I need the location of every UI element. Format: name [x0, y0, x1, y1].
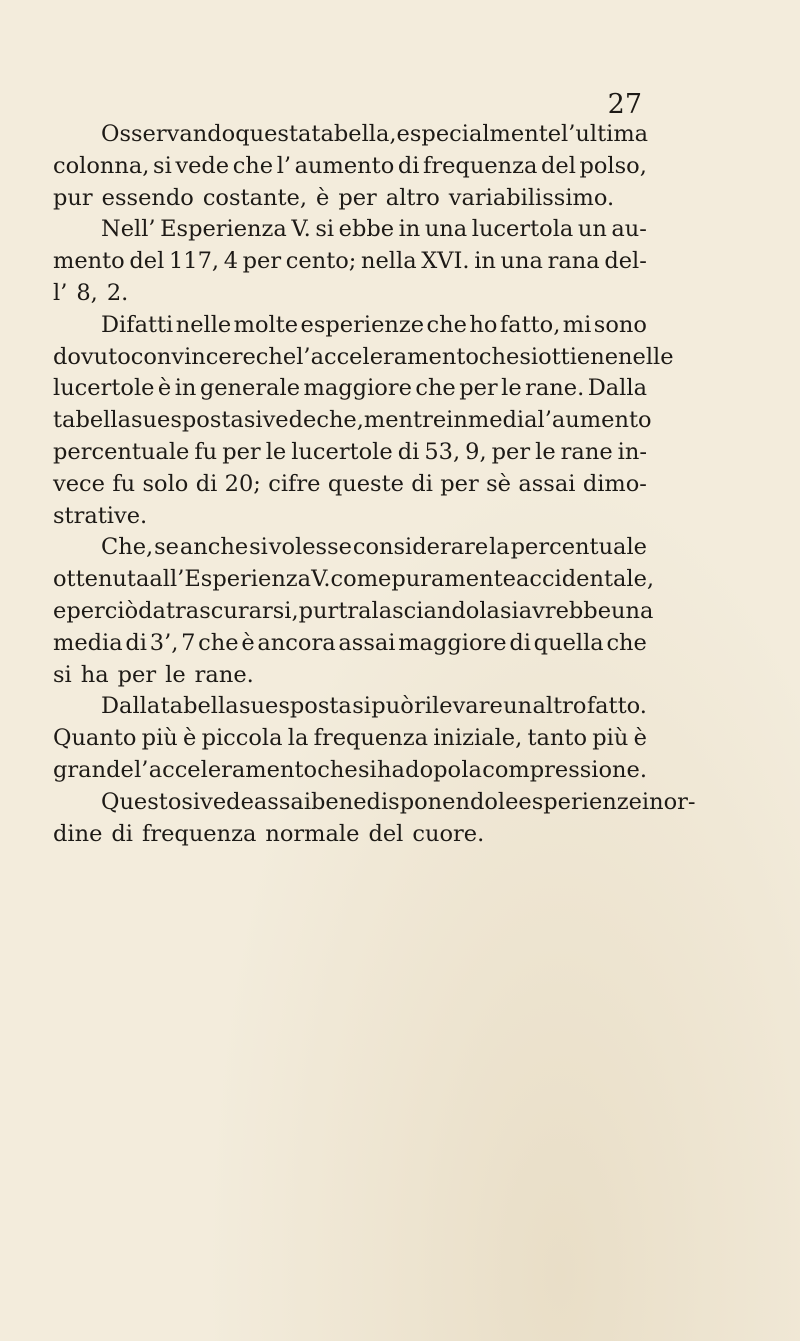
text-line: l’ 8, 2. [53, 279, 129, 306]
page-number: 27 [607, 89, 642, 120]
text-line: pur essendo costante, è per altro variabilissimo. [53, 184, 615, 211]
text-line: Che, se anche si volesse considerare la percentuale [101, 534, 647, 561]
text-line: tabella suesposta si vede che, mentre in media l’ aumento [53, 407, 652, 434]
text-line: lucertole è in generale maggiore che per le rane. Dalla [53, 375, 647, 402]
text-line: ottenuta all’ Esperienza V. come puramente accidentale, [53, 566, 655, 593]
text-line: strative. [53, 502, 148, 529]
text-line: Questo si vede assai bene disponendo le esperienze in or- [101, 788, 696, 815]
text-line: media di 3’, 7 che è ancora assai maggiore di quella che [53, 629, 647, 656]
text-line: si ha per le rane. [53, 661, 254, 688]
text-line: dine di frequenza normale del cuore. [53, 820, 485, 847]
text-line: vece fu solo di 20; cifre queste di per sè assai dimo- [53, 470, 647, 497]
text-line: dovuto convincere che l’ acceleramento che si ottiene nelle [53, 343, 674, 370]
text-line: colonna, si vede che l’ aumento di frequenza del polso, [53, 152, 647, 179]
text-line: Osservando questa tabella, e specialmente l’ ultima [101, 121, 649, 147]
text-line: grande l’ acceleramento che si ha dopo la compressione. [53, 756, 647, 783]
text-line: Nell’ Esperienza V. si ebbe in una lucertola un au- [101, 216, 647, 243]
text-line: Quanto più è piccola la frequenza iniziale, tanto più è [53, 725, 647, 752]
text-line: Dalla tabella suesposta si può rilevare un altro fatto. [101, 693, 647, 720]
text-line: e perciò da trascurarsi, pur tralasciandola si avrebbe una [53, 597, 654, 624]
text-line: Difatti nelle molte esperienze che ho fatto, mi sono [101, 311, 647, 338]
body-text [53, 119, 696, 850]
text-line: percentuale fu per le lucertole di 53, 9, per le rane in- [53, 438, 647, 465]
text-line: mento del 117, 4 per cento; nella XVI. in una rana del- [53, 248, 647, 275]
